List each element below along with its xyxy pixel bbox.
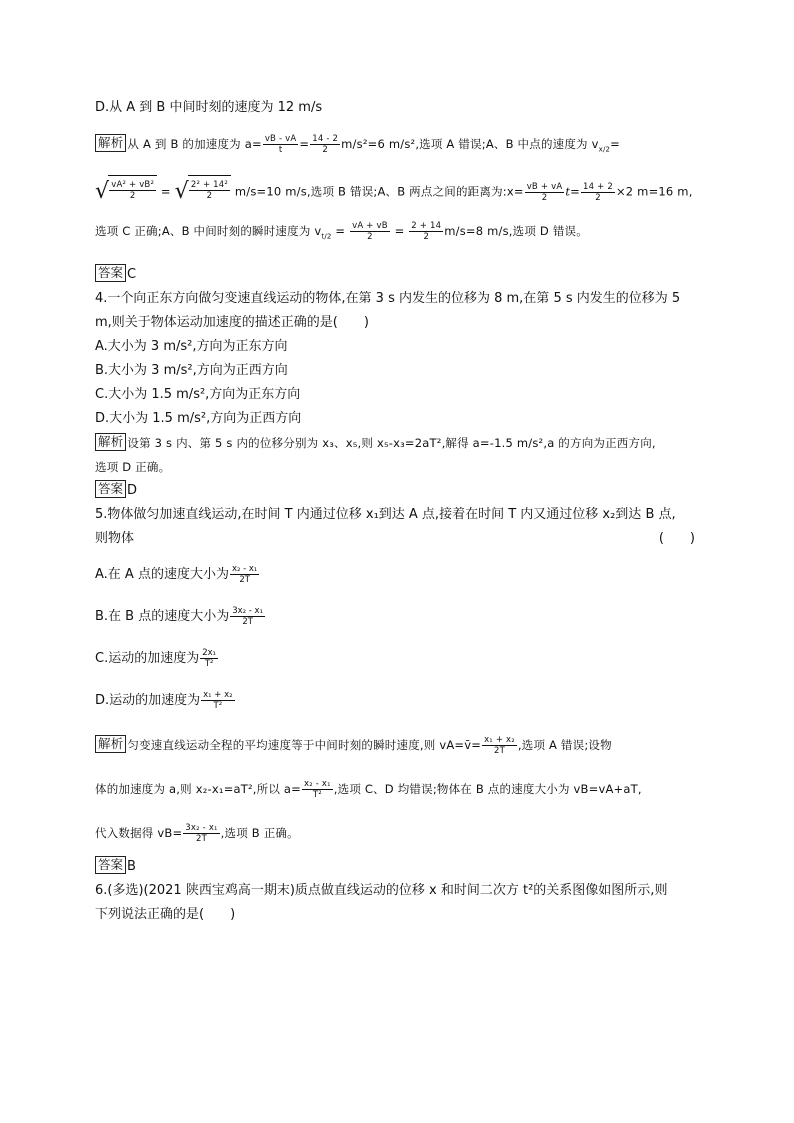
analysis-text: ×2 m=16 m, (615, 184, 693, 199)
q5-answer (95, 855, 705, 879)
q3-analysis-line-1: 解析 从 A 到 B 的加速度为 a= $\frac{vB - vA}{t}$ = $\frac{14 - 2}{2}$ m/s²=6 m/s²,选项 A 错误;A、B 中点的速度为 $v_{x/2}=$ (95, 132, 705, 161)
q5-option-b: B.在 B 点的速度大小为 $\frac{\text{3x₂ - x₁}}{2T}$ (95, 605, 263, 627)
answer-label: 答案 (95, 264, 126, 282)
answer-label: 答案 (95, 856, 126, 874)
q4-stem-line-1: 4.一个向正东方向做匀变速直线运动的物体,在第 3 s 内发生的位移为 8 m,在第 5 s 内发生的位移为 5 (95, 290, 681, 306)
q3-analysis-line-2: √ $\frac{\text{vA² + vB²}}{2}$ = √ $\frac{\text{2² + 14²}}{2}$ m/s=10 m/s,选项 B 错误;A、B 两点之间的距离为:x= $\frac{vB + vA}{2}$ t= $\frac{14 + 2}{2}$ ×2 m=16 m, (95, 175, 705, 209)
q5-analysis-line-3: 代入数据得 vB= $\frac{\text{3x₂ - x₁}}{2T}$ ,选项 B 正确。 (95, 822, 299, 844)
q4-option-b: B.大小为 3 m/s²,方向为正西方向 (95, 362, 288, 378)
analysis-text: 从 A 到 B 的加速度为 a= (127, 137, 262, 151)
q6-stem-line-1: 6.(多选)(2021 陕西宝鸡高一期末)质点做直线运动的位移 x 和时间二次方 t²的关系图像如图所示,则 (95, 882, 668, 898)
q5-option-c: C.运动的加速度为 $\frac{\text{2x₁}}{\text{T²}}$ (95, 647, 217, 669)
q4-option-a: A.大小为 3 m/s²,方向为正东方向 (95, 338, 288, 354)
q4-answer (95, 479, 705, 503)
q4-analysis-line-1 (95, 431, 705, 455)
answer-value: C (127, 266, 137, 282)
q5-option-d: D.运动的加速度为 $\frac{\text{x₁ + x₂}}{\text{T²}}$ (95, 689, 233, 711)
q5-stem-line-2 (95, 527, 705, 551)
stem-text: 则物体 (95, 530, 135, 546)
q4-stem-line-2: m,则关于物体运动加速度的描述正确的是( ) (95, 314, 369, 330)
fraction: $\frac{14 + 2}{2}$ (583, 181, 613, 203)
subscript: t/2 (321, 232, 332, 241)
q3-answer (95, 263, 705, 287)
subscript: x/2 (598, 145, 611, 154)
q5-stem-line-1: 5.物体做匀加速直线运动,在时间 T 内通过位移 x₁到达 A 点,接着在时间 T 内又通过位移 x₂到达 B 点, (95, 506, 676, 522)
fraction: $\frac{vB - vA}{t}$ (264, 134, 297, 155)
analysis-text: m/s=10 m/s,选项 B 错误;A、B 两点之间的距离为:x= (234, 184, 524, 199)
fraction: $\frac{2 + 14}{2}$ (411, 221, 442, 243)
answer-value: B (127, 858, 136, 874)
q4-option-d: D.大小为 1.5 m/s²,方向为正西方向 (95, 410, 302, 426)
analysis-label: 解析 (95, 134, 126, 152)
answer-blank: ( ) (658, 530, 695, 546)
square-root: √ $\frac{\text{2² + 14²}}{2}$ (175, 175, 231, 209)
q3-option-d: D.从 A 到 B 中间时刻的速度为 12 m/s (95, 100, 323, 115)
q4-analysis-line-2: 选项 D 正确。 (95, 459, 171, 474)
fraction: $\frac{vB + vA}{2}$ (526, 181, 563, 203)
q5-analysis-line-1: 解析 匀变速直线运动全程的平均速度等于中间时刻的瞬时速度,则 vA=v̄= $\frac{\text{x₁ + x₂}}{2T}$ ,选项 A 错误;设物 (95, 733, 705, 757)
analysis-text: m/s=8 m/s,选项 D 错误。 (444, 224, 588, 239)
analysis-label: 解析 (95, 735, 126, 753)
answer-label: 答案 (95, 480, 126, 498)
q5-analysis-line-2: 体的加速度为 a,则 x₂-x₁=aT²,所以 a= $\frac{\text{x₂ - x₁}}{\text{T²}}$ ,选项 C、D 均错误;物体在 B 点的速度大小为 vB=vA+aT, (95, 778, 642, 800)
q5-option-a: A.在 A 点的速度大小为 $\frac{\text{x₂ - x₁}}{2T}$ (95, 563, 258, 585)
analysis-label: 解析 (95, 433, 126, 451)
q4-option-c: C.大小为 1.5 m/s²,方向为正东方向 (95, 386, 301, 402)
analysis-text: 选项 C 正确;A、B 中间时刻的瞬时速度为 v (95, 224, 322, 239)
document-page (95, 96, 705, 922)
fraction: $\frac{vA + vB}{2}$ (352, 221, 388, 243)
analysis-text: 设第 3 s 内、第 5 s 内的位移分别为 x₃、x₅,则 x₅-x₃=2aT²,解得 a=-1.5 m/s²,a 的方向为正西方向, (127, 435, 656, 450)
analysis-text: m/s²=6 m/s²,选项 A 错误;A、B 中点的速度为 v (341, 137, 599, 151)
answer-value: D (127, 482, 138, 498)
fraction: $\frac{14 - 2}{2}$ (312, 134, 339, 155)
square-root: √ $\frac{\text{vA² + vB²}}{2}$ (95, 175, 157, 209)
q6-stem-line-2: 下列说法正确的是( ) (95, 906, 236, 922)
q3-analysis-line-3: 选项 C 正确;A、B 中间时刻的瞬时速度为 $v_{t/2}$ = $\frac{vA + vB}{2}$ = $\frac{2 + 14}{2}$ m/s=8 m/s,选项 D 错误。 (95, 221, 588, 243)
